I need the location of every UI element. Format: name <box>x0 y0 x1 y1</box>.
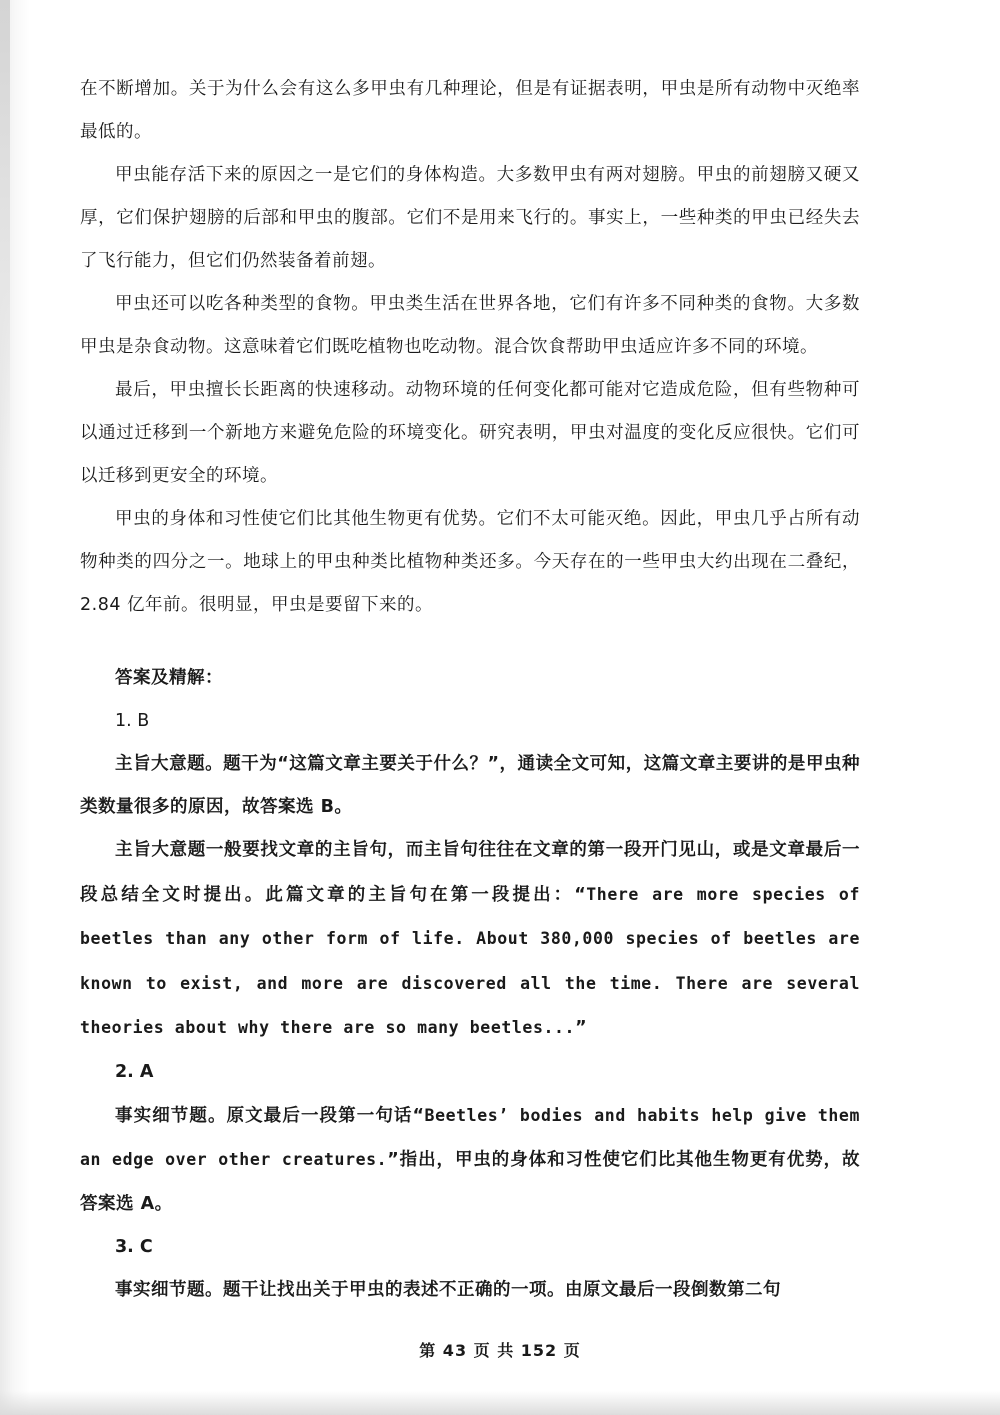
quoted-english: Beetles’ bodies and habits help give them an edge over other creatures. <box>80 1105 860 1169</box>
answer-number: 1. B <box>115 711 150 731</box>
explanation-text: ”指出，甲虫的身体和习性使它们比其他生物更有优势，故答案选 A。 <box>80 1150 861 1214</box>
page-number-footer: 第 43 页 共 152 页 <box>419 1341 581 1360</box>
passage-paragraph: 在不断增加。关于为什么会有这么多甲虫有几种理论，但是有证据表明，甲虫是所有动物中灭绝率最低的。 <box>80 79 860 142</box>
passage-paragraph: 最后，甲虫擅长长距离的快速移动。动物环境的任何变化都可能对它造成危险，但有些物种可以通过迁移到一个新地方来避免危险的环境变化。研究表明，甲虫对温度的变化反应很快。它们可以迁移到更安全的环境。 <box>80 380 860 486</box>
document-body <box>80 68 860 1312</box>
explanation-text: 事实细节题。原文最后一段第一句话“ <box>115 1105 425 1126</box>
scan-shadow-edge <box>0 0 10 470</box>
scan-bottom-shade <box>0 1391 1000 1415</box>
passage-paragraph: 甲虫的身体和习性使它们比其他生物更有优势。它们不太可能灭绝。因此，甲虫几乎占所有动物种类的四分之一。地球上的甲虫种类比植物种类还多。今天存在的一些甲虫大约出现在二叠纪，2.84 亿年前。很明显，甲虫是要留下来的。 <box>80 509 860 615</box>
answer-explanation <box>80 829 860 1051</box>
passage-paragraph: 甲虫能存活下来的原因之一是它们的身体构造。大多数甲虫有两对翅膀。甲虫的前翅膀又硬又厚，它们保护翅膀的后部和甲虫的腹部。它们不是用来飞行的。事实上，一些种类的甲虫已经失去了飞行能力，但它们仍然装备着前翅。 <box>80 165 860 271</box>
answer-number: 2. A <box>115 1061 154 1082</box>
answer-number: 3. C <box>115 1237 153 1257</box>
explanation-text: ” <box>575 1018 588 1038</box>
answer-explanation: 主旨大意题。题干为“这篇文章主要关于什么？”，通读全文可知，这篇文章主要讲的是甲虫种类数量很多的原因，故答案选 B。 <box>80 754 860 817</box>
answers-heading: 答案及精解： <box>115 668 223 688</box>
answer-explanation: 事实细节题。题干让找出关于甲虫的表述不正确的一项。由原文最后一段倒数第二句 <box>115 1280 781 1300</box>
answer-explanation <box>80 1094 860 1227</box>
quoted-english: There are more species of beetles than any other form of life. About 380,000 species of beetles are known to exist, and more are discovered all the time. There are several theories about why there are so many beetles... <box>80 884 860 1037</box>
explanation-text: 主旨大意题一般要找文章的主旨句，而主旨句往往在文章的第一段开门见山，或是文章最后一段总结全文时提出。此篇文章的主旨句在第一段提出：“ <box>80 840 860 905</box>
passage-paragraph: 甲虫还可以吃各种类型的食物。甲虫类生活在世界各地，它们有许多不同种类的食物。大多数甲虫是杂食动物。这意味着它们既吃植物也吃动物。混合饮食帮助甲虫适应许多不同的环境。 <box>80 294 860 357</box>
